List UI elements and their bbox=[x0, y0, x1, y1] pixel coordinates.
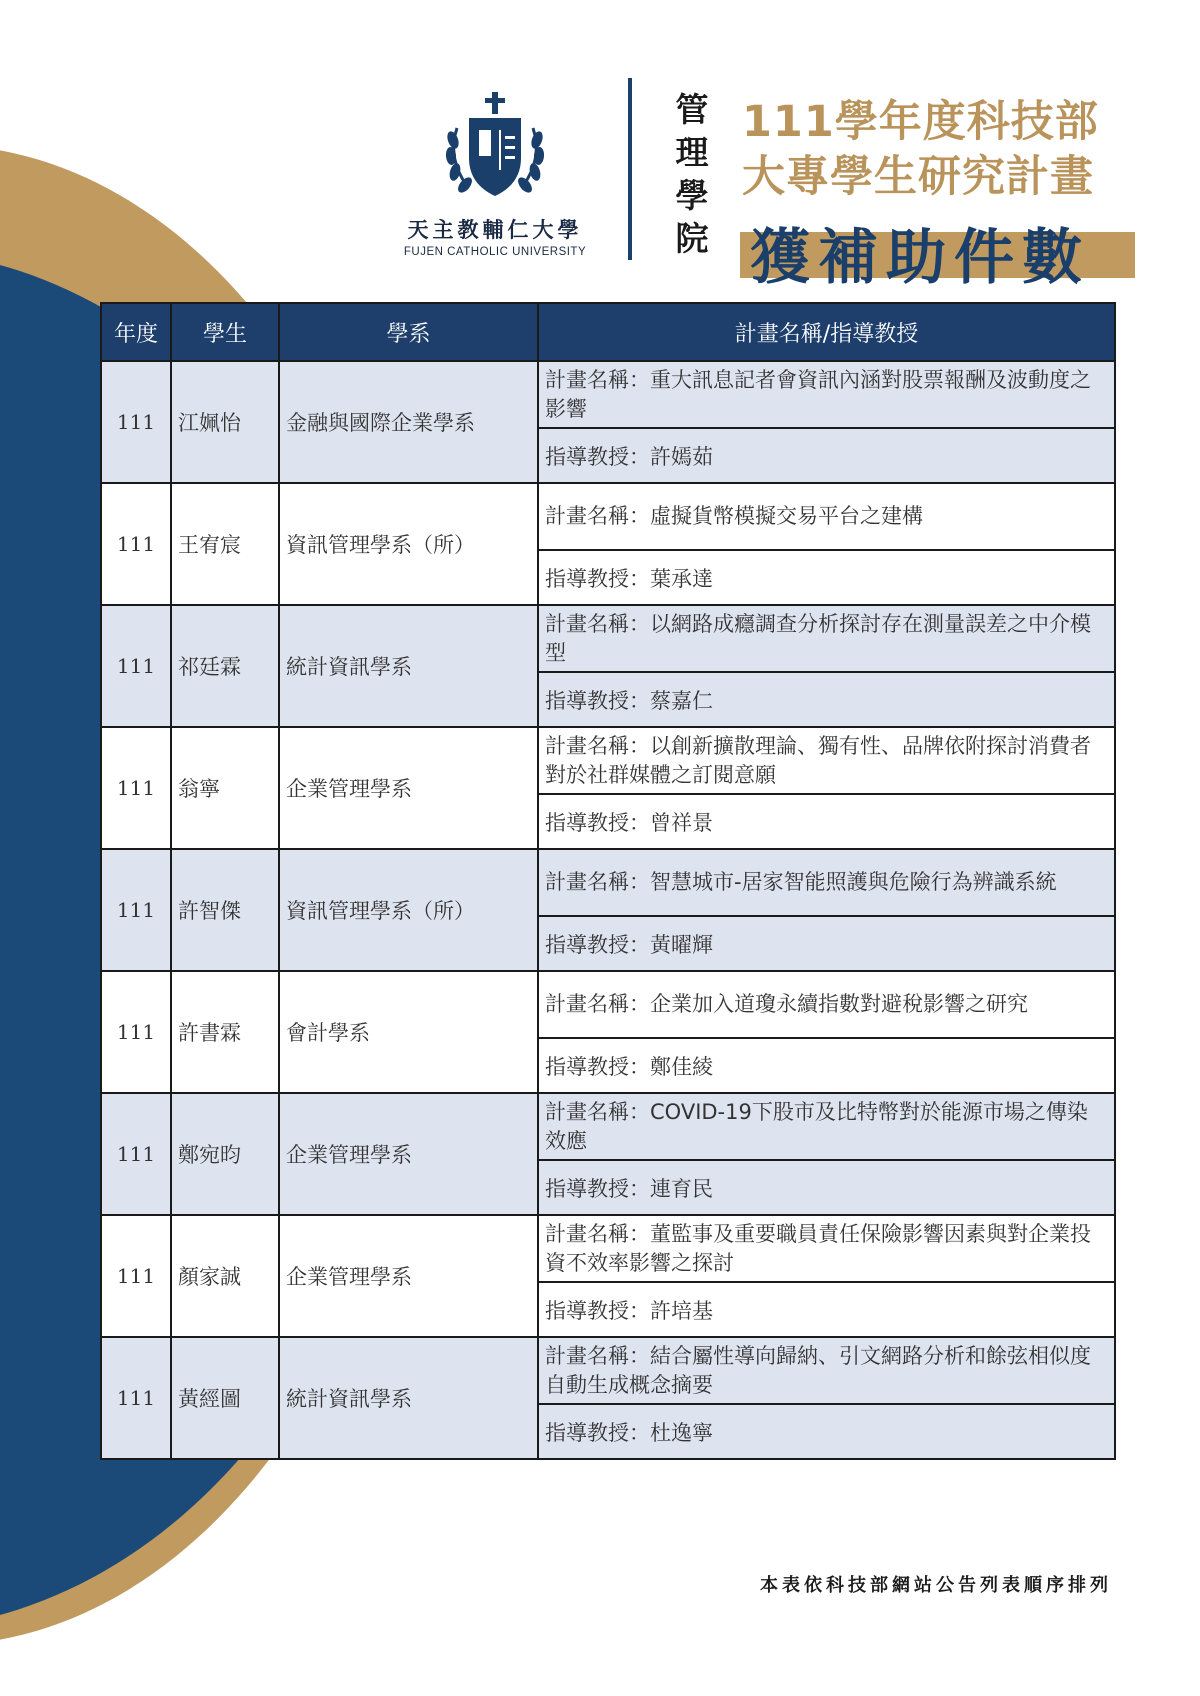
student-cell: 翁寧 bbox=[171, 727, 279, 849]
college-char: 院 bbox=[675, 219, 709, 258]
header-year: 年度 bbox=[101, 303, 171, 361]
department-cell: 企業管理學系 bbox=[279, 1093, 538, 1215]
project-title-cell: 計畫名稱：以創新擴散理論、獨有性、品牌依附探討消費者對於社群媒體之訂閱意願 bbox=[538, 727, 1115, 794]
college-char: 學 bbox=[675, 176, 709, 215]
header-project-advisor: 計畫名稱/指導教授 bbox=[538, 303, 1115, 361]
department-cell: 金融與國際企業學系 bbox=[279, 361, 538, 483]
title-line-1: 111學年度科技部 bbox=[742, 97, 1099, 147]
project-title-cell: 計畫名稱：結合屬性導向歸納、引文網路分析和餘弦相似度自動生成概念摘要 bbox=[538, 1337, 1115, 1404]
table-row bbox=[101, 483, 1115, 550]
department-cell: 統計資訊學系 bbox=[279, 605, 538, 727]
advisor-cell: 指導教授：許嫣茹 bbox=[538, 428, 1115, 483]
title-line-3: 獲補助件數 bbox=[750, 223, 1090, 293]
department-cell: 企業管理學系 bbox=[279, 727, 538, 849]
header-department: 學系 bbox=[279, 303, 538, 361]
student-cell: 顏家誠 bbox=[171, 1215, 279, 1337]
table-row bbox=[101, 1337, 1115, 1404]
year-cell: 111 bbox=[101, 849, 171, 971]
project-title-cell: 計畫名稱：企業加入道瓊永續指數對避稅影響之研究 bbox=[538, 971, 1115, 1038]
department-cell: 企業管理學系 bbox=[279, 1215, 538, 1337]
table-row bbox=[101, 361, 1115, 428]
student-cell: 許智傑 bbox=[171, 849, 279, 971]
advisor-cell: 指導教授：連育民 bbox=[538, 1160, 1115, 1215]
project-title-cell: 計畫名稱：董監事及重要職員責任保險影響因素與對企業投資不效率影響之探討 bbox=[538, 1215, 1115, 1282]
logo-chinese-name: 天主教輔仁大學 bbox=[407, 217, 583, 242]
student-cell: 黃經圖 bbox=[171, 1337, 279, 1459]
project-title-cell: 計畫名稱：重大訊息記者會資訊內涵對股票報酬及波動度之影響 bbox=[538, 361, 1115, 428]
university-logo bbox=[380, 88, 610, 268]
year-cell: 111 bbox=[101, 361, 171, 483]
table-row bbox=[101, 849, 1115, 916]
table-row bbox=[101, 1215, 1115, 1282]
student-cell: 王宥宸 bbox=[171, 483, 279, 605]
advisor-cell: 指導教授：許培基 bbox=[538, 1282, 1115, 1337]
title-line-2: 大專學生研究計畫 bbox=[742, 152, 1094, 202]
logo-english-name: FUJEN CATHOLIC UNIVERSITY bbox=[403, 246, 587, 258]
project-title-cell: 計畫名稱：以網路成癮調查分析探討存在測量誤差之中介模型 bbox=[538, 605, 1115, 672]
table-row bbox=[101, 971, 1115, 1038]
student-cell: 祁廷霖 bbox=[171, 605, 279, 727]
advisor-cell: 指導教授：葉承達 bbox=[538, 550, 1115, 605]
table-header-row bbox=[101, 303, 1115, 361]
year-cell: 111 bbox=[101, 483, 171, 605]
advisor-cell: 指導教授：黃曜輝 bbox=[538, 916, 1115, 971]
year-cell: 111 bbox=[101, 1337, 171, 1459]
college-char: 管 bbox=[675, 90, 709, 129]
department-cell: 資訊管理學系（所） bbox=[279, 483, 538, 605]
table-row bbox=[101, 727, 1115, 794]
year-cell: 111 bbox=[101, 605, 171, 727]
table-row bbox=[101, 605, 1115, 672]
header-divider bbox=[628, 78, 632, 260]
footnote: 本表依科技部網站公告列表順序排列 bbox=[760, 1575, 1112, 1596]
advisor-cell: 指導教授：杜逸寧 bbox=[538, 1404, 1115, 1459]
header-student: 學生 bbox=[171, 303, 279, 361]
student-cell: 許書霖 bbox=[171, 971, 279, 1093]
college-char: 理 bbox=[675, 133, 709, 172]
project-title-cell: 計畫名稱：虛擬貨幣模擬交易平台之建構 bbox=[538, 483, 1115, 550]
advisor-cell: 指導教授：蔡嘉仁 bbox=[538, 672, 1115, 727]
year-cell: 111 bbox=[101, 1215, 171, 1337]
crest-icon bbox=[435, 88, 555, 208]
department-cell: 資訊管理學系（所） bbox=[279, 849, 538, 971]
department-cell: 會計學系 bbox=[279, 971, 538, 1093]
project-title-cell: 計畫名稱：COVID-19下股市及比特幣對於能源市場之傳染效應 bbox=[538, 1093, 1115, 1160]
department-cell: 統計資訊學系 bbox=[279, 1337, 538, 1459]
table-row bbox=[101, 1093, 1115, 1160]
year-cell: 111 bbox=[101, 971, 171, 1093]
year-cell: 111 bbox=[101, 727, 171, 849]
project-title-cell: 計畫名稱：智慧城市-居家智能照護與危險行為辨識系統 bbox=[538, 849, 1115, 916]
college-name bbox=[672, 88, 712, 260]
awards-table bbox=[100, 302, 1116, 1460]
advisor-cell: 指導教授：鄭佳綾 bbox=[538, 1038, 1115, 1093]
advisor-cell: 指導教授：曾祥景 bbox=[538, 794, 1115, 849]
student-cell: 鄭宛昀 bbox=[171, 1093, 279, 1215]
year-cell: 111 bbox=[101, 1093, 171, 1215]
student-cell: 江姵怡 bbox=[171, 361, 279, 483]
